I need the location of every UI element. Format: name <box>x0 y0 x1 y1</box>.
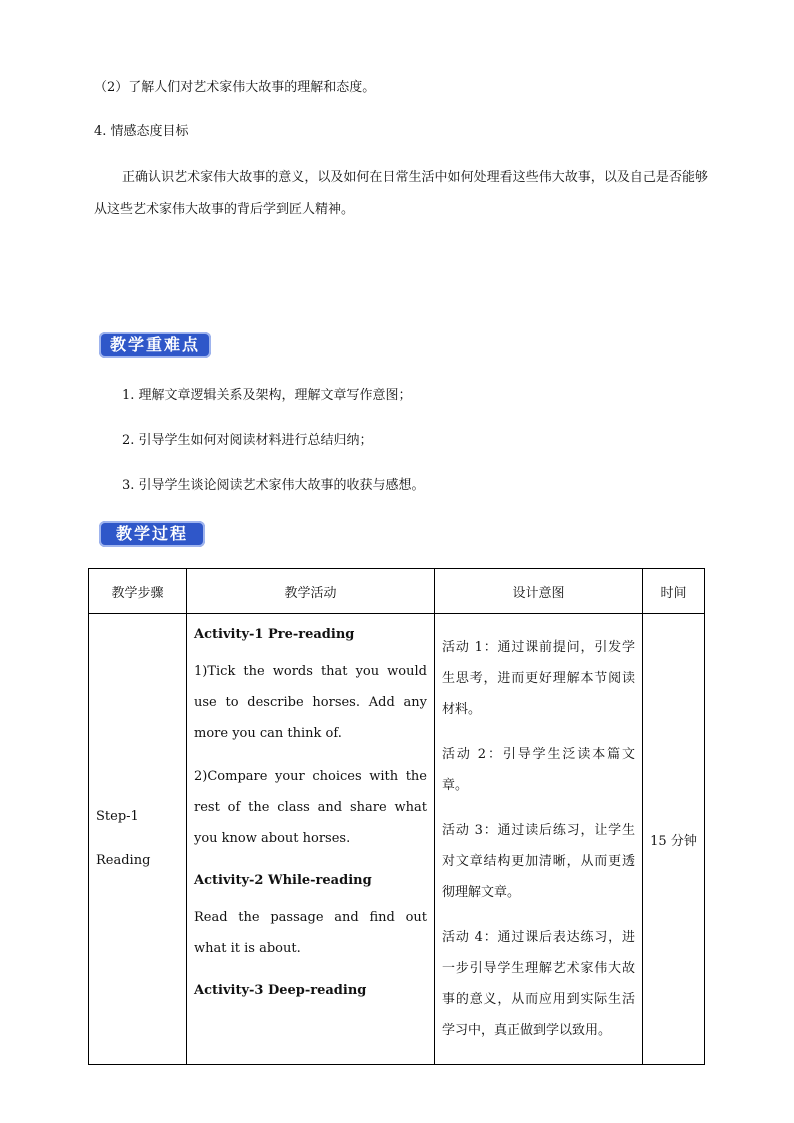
key-points-badge: 教学重难点 <box>99 332 211 358</box>
activity-3-title: Activity-3 Deep-reading <box>194 983 367 998</box>
activity-2-text-1: Read the passage and find out what it is about. <box>194 910 427 956</box>
step-cell <box>89 614 187 1065</box>
process-badge: 教学过程 <box>99 521 205 547</box>
key-point-2: 2. 引导学生如何对阅读材料进行总结归纳； <box>122 433 373 448</box>
activity-1-text-2: 2)Compare your choices with the rest of the class and share what you know about horses. <box>194 769 427 846</box>
section-heading-4: 4. 情感态度目标 <box>94 124 189 139</box>
objective-2-line: （2）了解人们对艺术家伟大故事的理解和态度。 <box>94 80 376 95</box>
intent-3: 活动 3：通过读后练习，让学生对文章结构更加清晰，从而更透彻理解文章。 <box>442 823 635 900</box>
table-header-row <box>89 569 705 614</box>
header-activity: 教学活动 <box>187 569 435 614</box>
lesson-table <box>88 568 705 1065</box>
header-step: 教学步骤 <box>89 569 187 614</box>
key-point-1: 1. 理解文章逻辑关系及架构，理解文章写作意图； <box>122 388 412 403</box>
intent-1: 活动 1：通过课前提问，引发学生思考，进而更好理解本节阅读材料。 <box>442 640 635 717</box>
key-point-3: 3. 引导学生谈论阅读艺术家伟大故事的收获与感想。 <box>122 478 425 493</box>
header-time: 时间 <box>643 569 705 614</box>
intent-2: 活动 2：引导学生泛读本篇文章。 <box>442 747 635 793</box>
activity-2-title: Activity-2 While-reading <box>194 873 372 888</box>
activities-cell <box>187 614 435 1065</box>
intent-4: 活动 4：通过课后表达练习，进一步引导学生理解艺术家伟大故事的意义，从而应用到实际生活学习中，真正做到学以致用。 <box>442 930 635 1038</box>
header-intent: 设计意图 <box>435 569 643 614</box>
step-number: Step-1 <box>96 809 139 824</box>
activity-1-text-1: 1)Tick the words that you would use to describe horses. Add any more you can think of. <box>194 664 427 741</box>
step-name: Reading <box>96 853 151 868</box>
attitude-paragraph: 正确认识艺术家伟大故事的意义，以及如何在日常生活中如何处理看这些伟大故事，以及自己是否能够从这些艺术家伟大故事的背后学到匠人精神。 <box>94 170 708 217</box>
time-cell: 15 分钟 <box>643 614 705 1065</box>
intents-cell <box>435 614 643 1065</box>
table-row <box>89 614 705 1065</box>
activity-1-title: Activity-1 Pre-reading <box>194 627 355 642</box>
